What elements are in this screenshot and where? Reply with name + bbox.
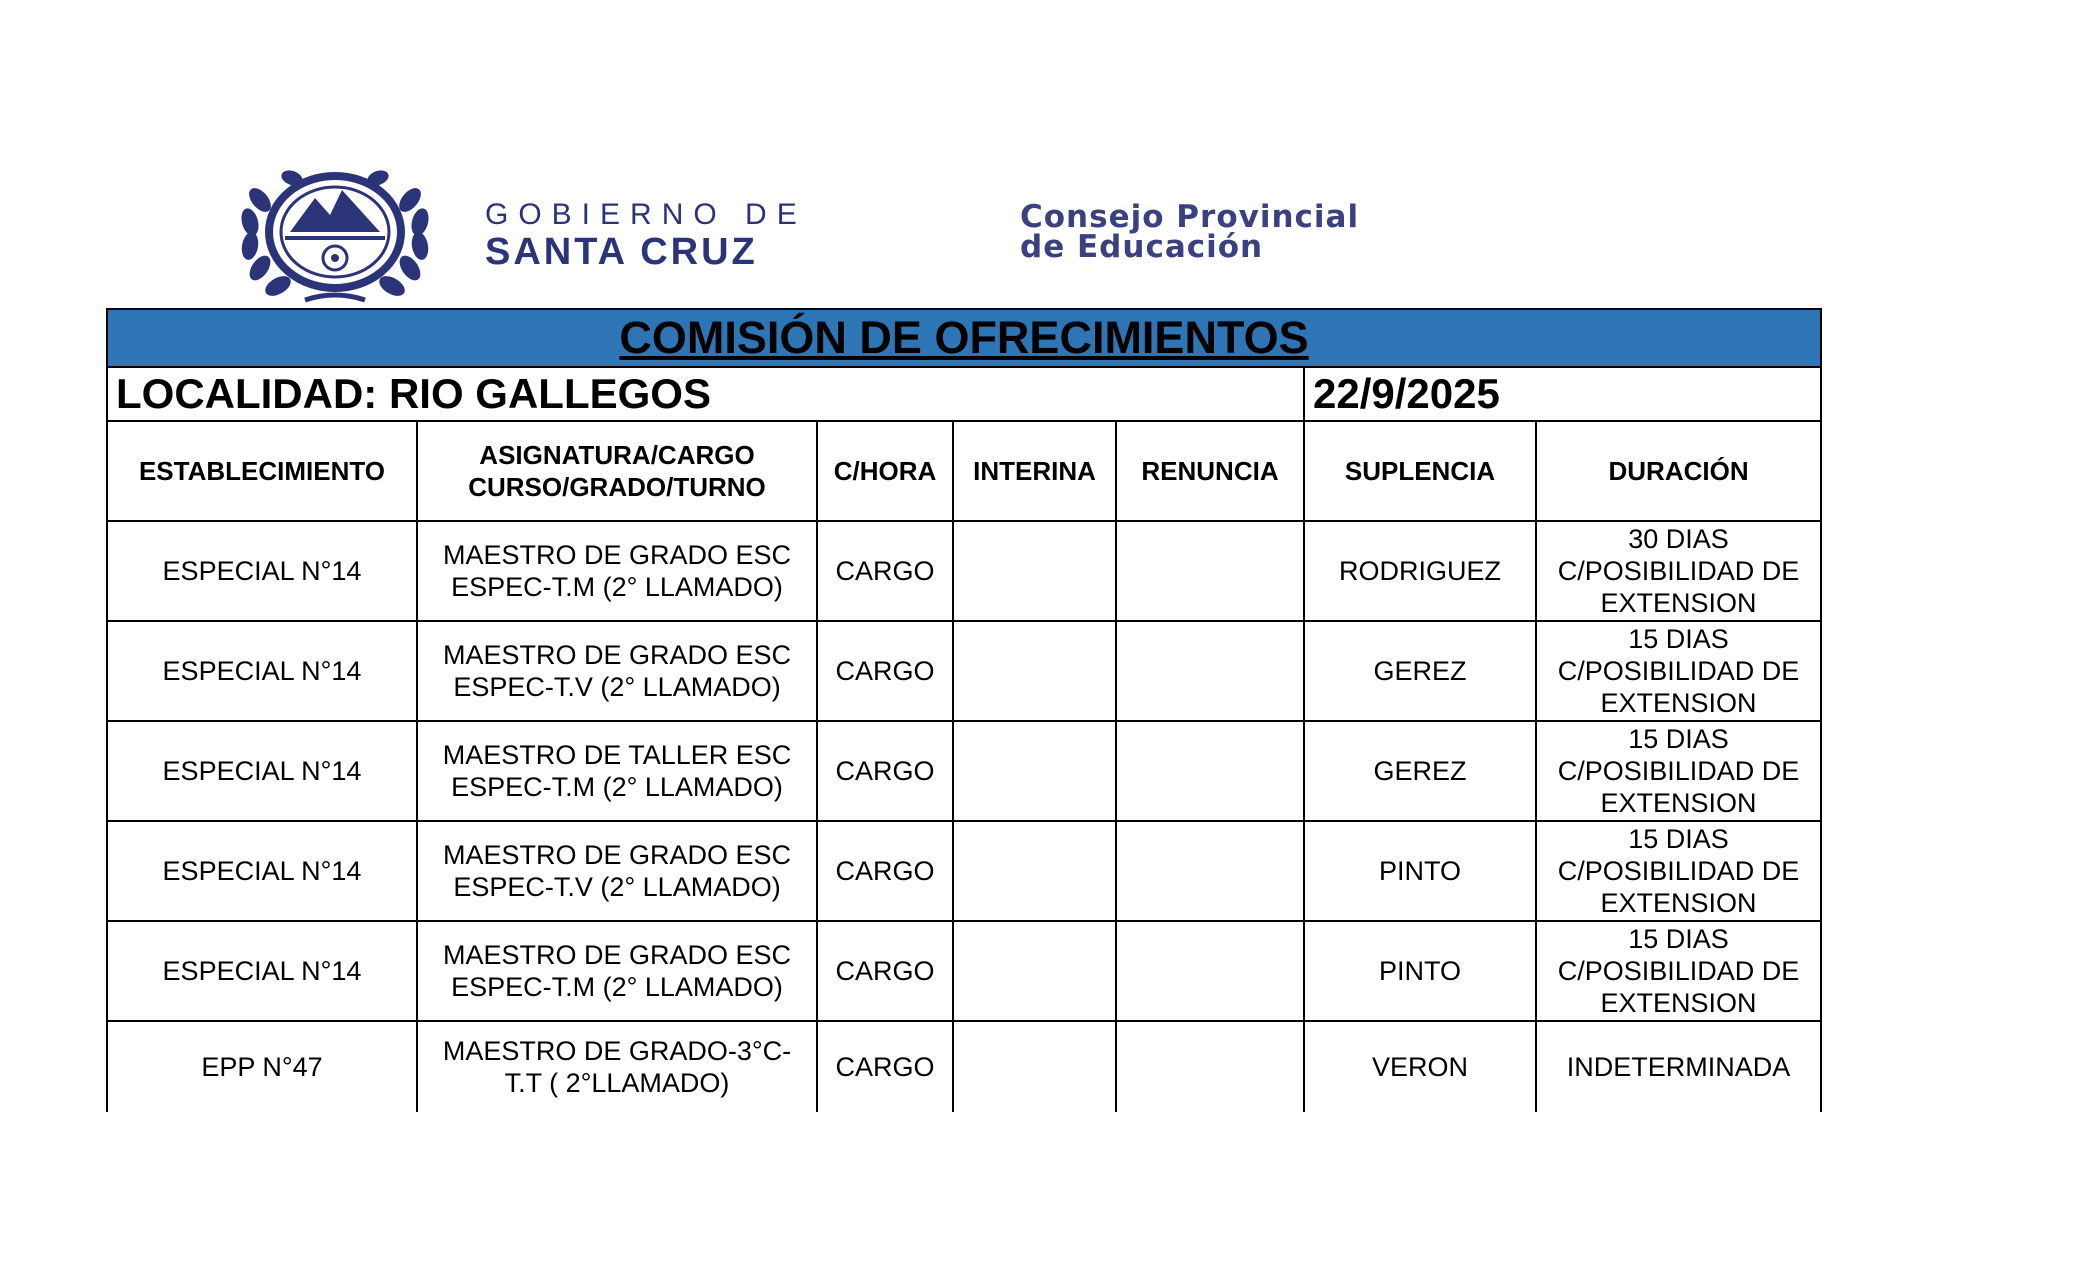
santa-cruz-seal-logo <box>230 160 440 310</box>
council-wordmark <box>1020 199 1360 265</box>
table-row <box>107 921 1821 1021</box>
col-asignatura: ASIGNATURA/CARGO CURSO/GRADO/TURNO <box>417 421 817 521</box>
cell-asignatura: MAESTRO DE TALLER ESC ESPEC-T.M (2° LLAMADO) <box>417 721 817 821</box>
table-row <box>107 821 1821 921</box>
cell-establecimiento: EPP N°47 <box>107 1021 417 1112</box>
council-line1: Consejo Provincial <box>1020 199 1360 235</box>
cell-suplencia: VERON <box>1304 1021 1536 1112</box>
cell-renuncia <box>1116 821 1304 921</box>
col-renuncia: RENUNCIA <box>1116 421 1304 521</box>
sheet-date: 22/9/2025 <box>1304 367 1821 421</box>
cell-duracion: INDETERMINADA <box>1536 1021 1821 1112</box>
cell-interina <box>953 521 1116 621</box>
offers-sheet <box>106 308 1820 1112</box>
cell-duracion: 15 DIAS C/POSIBILIDAD DE EXTENSION <box>1536 621 1821 721</box>
cell-establecimiento: ESPECIAL N°14 <box>107 521 417 621</box>
cell-asignatura: MAESTRO DE GRADO ESC ESPEC-T.M (2° LLAMADO) <box>417 521 817 621</box>
col-interina: INTERINA <box>953 421 1116 521</box>
cell-chora: CARGO <box>817 921 953 1021</box>
cell-chora: CARGO <box>817 621 953 721</box>
cell-interina <box>953 1021 1116 1112</box>
cell-suplencia: PINTO <box>1304 821 1536 921</box>
locality-label: LOCALIDAD: RIO GALLEGOS <box>107 367 1304 421</box>
table-row <box>107 621 1821 721</box>
locality-row <box>107 367 1821 421</box>
column-header-row <box>107 421 1821 521</box>
cell-renuncia <box>1116 621 1304 721</box>
offers-table <box>106 308 1822 1112</box>
cell-chora: CARGO <box>817 821 953 921</box>
cell-establecimiento: ESPECIAL N°14 <box>107 921 417 1021</box>
cell-interina <box>953 921 1116 1021</box>
cell-chora: CARGO <box>817 721 953 821</box>
cell-duracion: 30 DIAS C/POSIBILIDAD DE EXTENSION <box>1536 521 1821 621</box>
cell-asignatura: MAESTRO DE GRADO ESC ESPEC-T.M (2° LLAMADO) <box>417 921 817 1021</box>
cell-interina <box>953 721 1116 821</box>
cell-establecimiento: ESPECIAL N°14 <box>107 821 417 921</box>
cell-renuncia <box>1116 521 1304 621</box>
cell-asignatura: MAESTRO DE GRADO ESC ESPEC-T.V (2° LLAMADO) <box>417 821 817 921</box>
gov-line1: GOBIERNO DE <box>485 198 807 231</box>
gov-line2: SANTA CRUZ <box>485 231 758 273</box>
table-row <box>107 521 1821 621</box>
cell-establecimiento: ESPECIAL N°14 <box>107 721 417 821</box>
sheet-title: COMISIÓN DE OFRECIMIENTOS <box>107 309 1821 367</box>
council-line2: de Educación <box>1020 229 1264 265</box>
cell-renuncia <box>1116 1021 1304 1112</box>
cell-chora: CARGO <box>817 521 953 621</box>
col-suplencia: SUPLENCIA <box>1304 421 1536 521</box>
cell-renuncia <box>1116 921 1304 1021</box>
cell-interina <box>953 621 1116 721</box>
cell-suplencia: RODRIGUEZ <box>1304 521 1536 621</box>
cell-duracion: 15 DIAS C/POSIBILIDAD DE EXTENSION <box>1536 721 1821 821</box>
title-row <box>107 309 1821 367</box>
cell-duracion: 15 DIAS C/POSIBILIDAD DE EXTENSION <box>1536 921 1821 1021</box>
cell-suplencia: PINTO <box>1304 921 1536 1021</box>
cell-chora: CARGO <box>817 1021 953 1112</box>
cell-suplencia: GEREZ <box>1304 621 1536 721</box>
government-wordmark <box>485 198 807 272</box>
cell-interina <box>953 821 1116 921</box>
col-duracion: DURACIÓN <box>1536 421 1821 521</box>
cell-duracion: 15 DIAS C/POSIBILIDAD DE EXTENSION <box>1536 821 1821 921</box>
document-header <box>230 160 1480 310</box>
table-row <box>107 1021 1821 1112</box>
col-establecimiento: ESTABLECIMIENTO <box>107 421 417 521</box>
cell-renuncia <box>1116 721 1304 821</box>
cell-establecimiento: ESPECIAL N°14 <box>107 621 417 721</box>
table-row <box>107 721 1821 821</box>
cell-suplencia: GEREZ <box>1304 721 1536 821</box>
cell-asignatura: MAESTRO DE GRADO-3°C- T.T ( 2°LLAMADO) <box>417 1021 817 1112</box>
cell-asignatura: MAESTRO DE GRADO ESC ESPEC-T.V (2° LLAMADO) <box>417 621 817 721</box>
col-chora: C/HORA <box>817 421 953 521</box>
